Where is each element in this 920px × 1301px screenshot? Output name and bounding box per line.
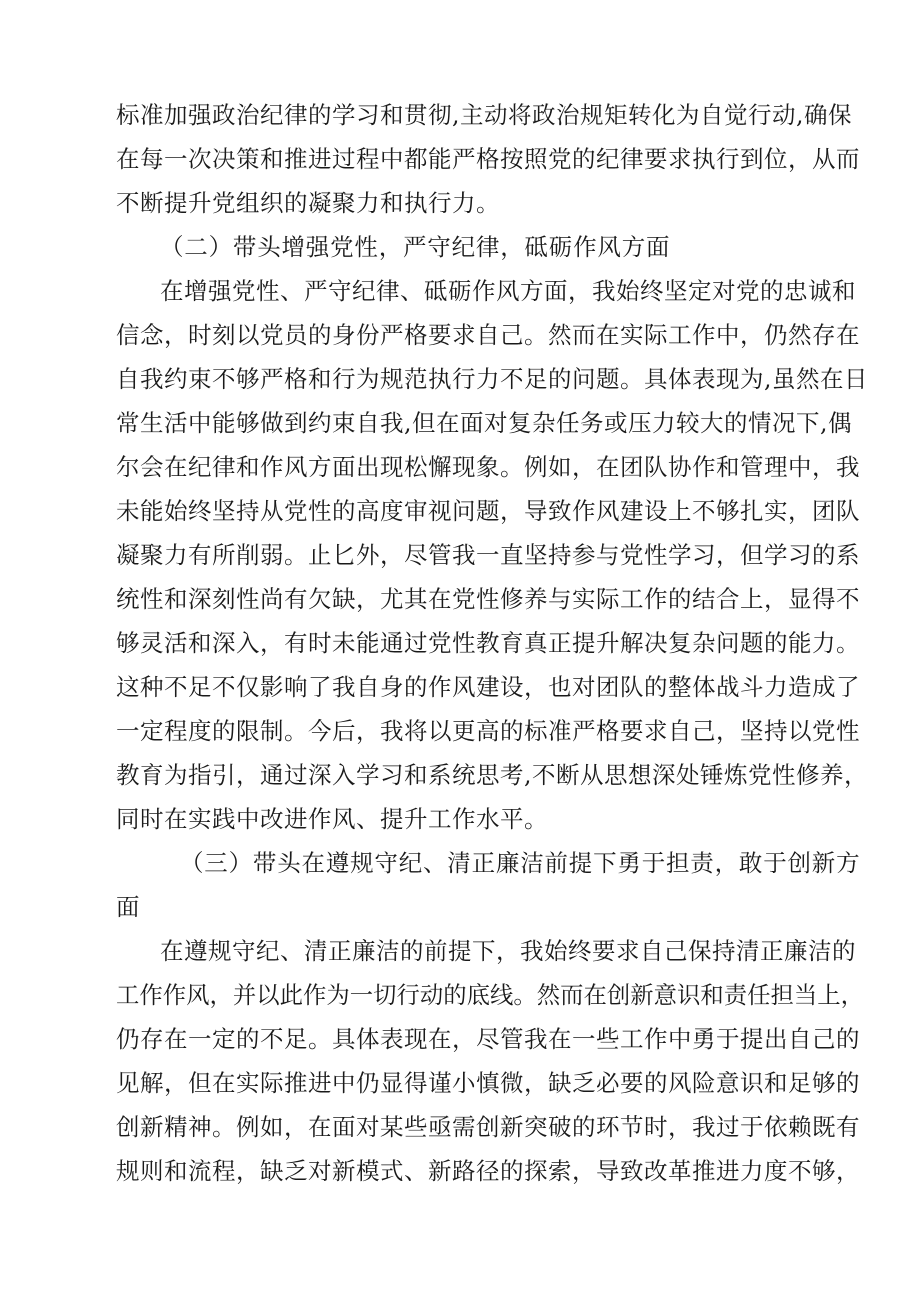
paragraph-line: 工作作风，并以此作为一切行动的底线。然而在创新意识和责任担当上， — [116, 981, 865, 1009]
paragraph-line: 凝聚力有所削弱。止匕外，尽管我一直坚持参与党性学习，但学习的系 — [116, 541, 860, 569]
paragraph-line: 见解，但在实际推进中仍显得谨小慎微，缺乏必要的风险意识和足够的 — [116, 1069, 860, 1097]
heading-line: （三）带头在遵规守纪、清正廉洁前提下勇于担责，敢于创新方 — [180, 849, 861, 877]
paragraph-line: 不断提升党组织的凝聚力和执行力。 — [116, 189, 500, 217]
paragraph-line: 尔会在纪律和作风方面出现松懈现象。例如，在团队协作和管理中，我 — [116, 453, 860, 481]
paragraph-line: 创新精神。例如，在面对某些亟需创新突破的环节时，我过于依赖既有 — [116, 1113, 860, 1141]
paragraph-line: 标准加强政治纪律的学习和贯彻,主动将政治规矩转化为自觉行动,确保 — [116, 101, 852, 129]
paragraph-line: 这种不足不仅影响了我自身的作风建设，也对团队的整体战斗力造成了 — [116, 673, 860, 701]
paragraph-line: 仍存在一定的不足。具体表现在，尽管我在一些工作中勇于提出自己的 — [116, 1025, 860, 1053]
paragraph-line: 信念，时刻以党员的身份严格要求自己。然而在实际工作中，仍然存在 — [116, 321, 860, 349]
paragraph-line: 够灵活和深入，有时未能通过党性教育真正提升解决复杂问题的能力。 — [116, 629, 860, 657]
section-heading-2: （二）带头增强党性，严守纪律，砥砺作风方面 — [160, 233, 671, 261]
paragraph-line: 统性和深刻性尚有欠缺，尤其在党性修养与实际工作的结合上，显得不 — [116, 585, 860, 613]
paragraph-line: 同时在实践中改进作风、提升工作水平。 — [116, 805, 548, 833]
paragraph-line: 常生活中能够做到约束自我,但在面对复杂任务或压力较大的情况下,偶 — [116, 409, 852, 437]
paragraph-line: 未能始终坚持从党性的高度审视问题，导致作风建设上不够扎实，团队 — [116, 497, 860, 525]
paragraph-line: 规则和流程，缺乏对新模式、新路径的探索，导致改革推进力度不够， — [116, 1157, 860, 1185]
paragraph-line: 教育为指引，通过深入学习和系统思考,不断从思想深处锤炼党性修养， — [116, 761, 868, 789]
paragraph-line: 在遵规守纪、清正廉洁的前提下，我始终要求自己保持清正廉洁的 — [160, 937, 856, 965]
paragraph-line: 一定程度的限制。今后，我将以更高的标准严格要求自己，坚持以党性 — [116, 717, 860, 745]
paragraph-line: 自我约束不够严格和行为规范执行力不足的问题。具体表现为,虽然在日 — [116, 365, 868, 393]
paragraph-line: 在增强党性、严守纪律、砥砺作风方面，我始终坚定对党的忠诚和 — [160, 277, 856, 305]
paragraph-line: 在每一次决策和推进过程中都能严格按照党的纪律要求执行到位，从而 — [116, 145, 860, 173]
heading-line: 面 — [116, 893, 141, 921]
